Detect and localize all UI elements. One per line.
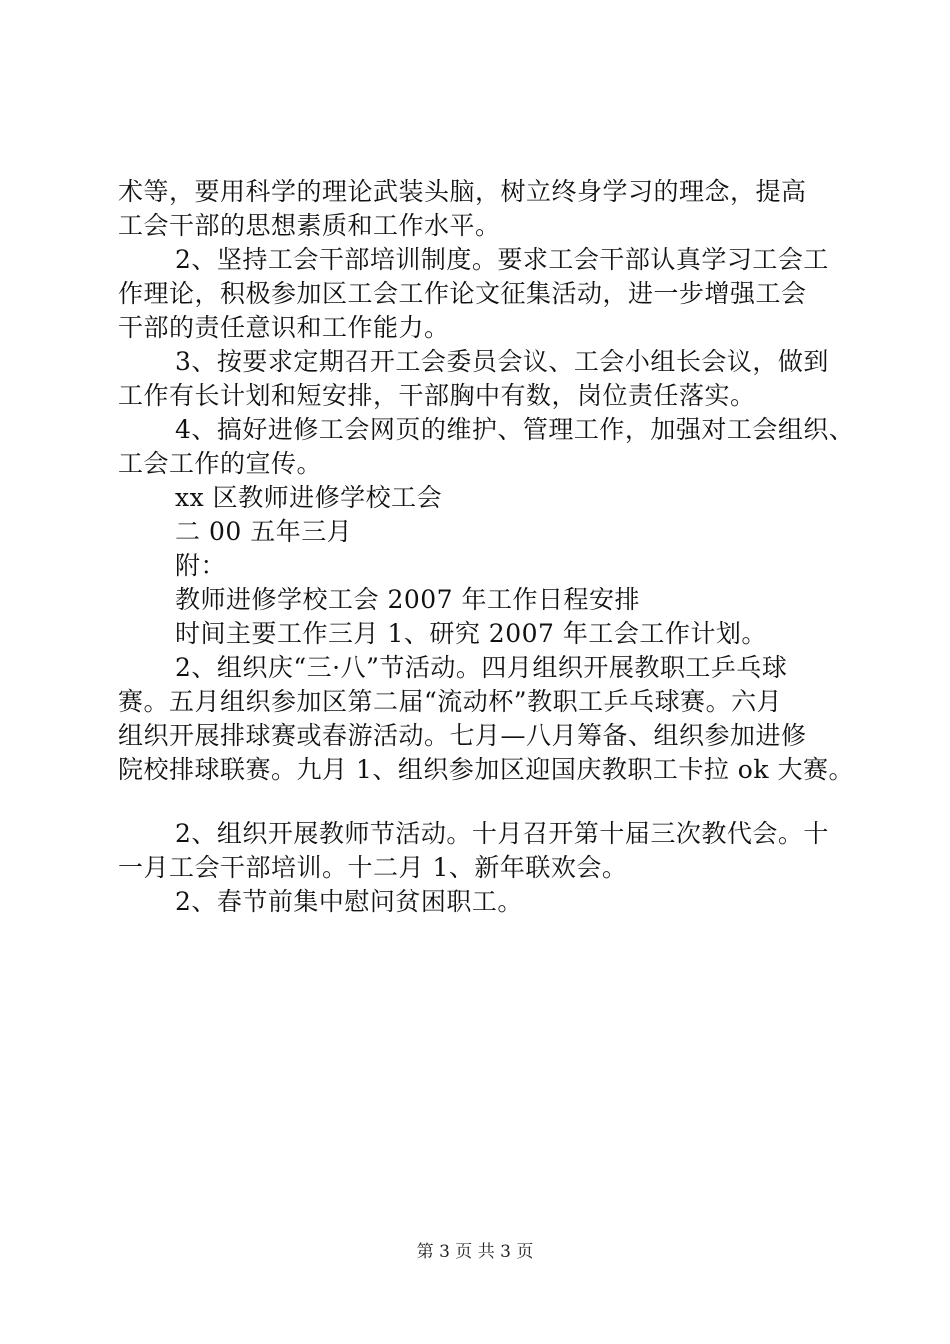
paragraph-line: 时间主要工作三月 1、研究 2007 年工会工作计划。 <box>175 619 767 648</box>
paragraph-line: 2、组织庆“三·八”节活动。四月组织开展教职工乒乓球 <box>175 653 788 682</box>
paragraph-line: 工会工作的宣传。 <box>118 449 323 478</box>
paragraph-line: 组织开展排球赛或春游活动。七月—八月筹备、组织参加进修 <box>118 721 807 750</box>
paragraph-line: 2、坚持工会干部培训制度。要求工会干部认真学习工会工 <box>175 245 829 274</box>
paragraph-line: 2、春节前集中慰问贫困职工。 <box>175 887 523 916</box>
signature-date: 二 00 五年三月 <box>175 517 353 546</box>
paragraph-line: 干部的责任意识和工作能力。 <box>118 313 450 342</box>
paragraph-line: 3、按要求定期召开工会委员会议、工会小组长会议，做到 <box>175 347 829 376</box>
paragraph-line: 工会干部的思想素质和工作水平。 <box>118 211 501 240</box>
paragraph-line: 作理论，积极参加区工会工作论文征集活动，进一步增强工会 <box>118 279 807 308</box>
paragraph-line: 术等，要用科学的理论武装头脑，树立终身学习的理念，提高 <box>118 177 807 206</box>
paragraph-line: 工作有长计划和短安排，干部胸中有数，岗位责任落实。 <box>118 381 756 410</box>
paragraph-line: 赛。五月组织参加区第二届“流动杯”教职工乒乓球赛。六月 <box>118 687 783 716</box>
signature-organization: xx 区教师进修学校工会 <box>175 483 443 512</box>
paragraph-line: 一月工会干部培训。十二月 1、新年联欢会。 <box>118 853 628 882</box>
paragraph-line: 4、搞好进修工会网页的维护、管理工作，加强对工会组织、 <box>175 415 855 444</box>
paragraph-line: 院校排球联赛。九月 1、组织参加区迎国庆教职工卡拉 ok 大赛。 <box>118 755 854 784</box>
appendix-label: 附： <box>175 551 227 580</box>
appendix-title: 教师进修学校工会 2007 年工作日程安排 <box>175 585 641 614</box>
paragraph-line: 2、组织开展教师节活动。十月召开第十届三次教代会。十 <box>175 819 829 848</box>
page-number-footer: 第 3 页 共 3 页 <box>416 1242 534 1262</box>
